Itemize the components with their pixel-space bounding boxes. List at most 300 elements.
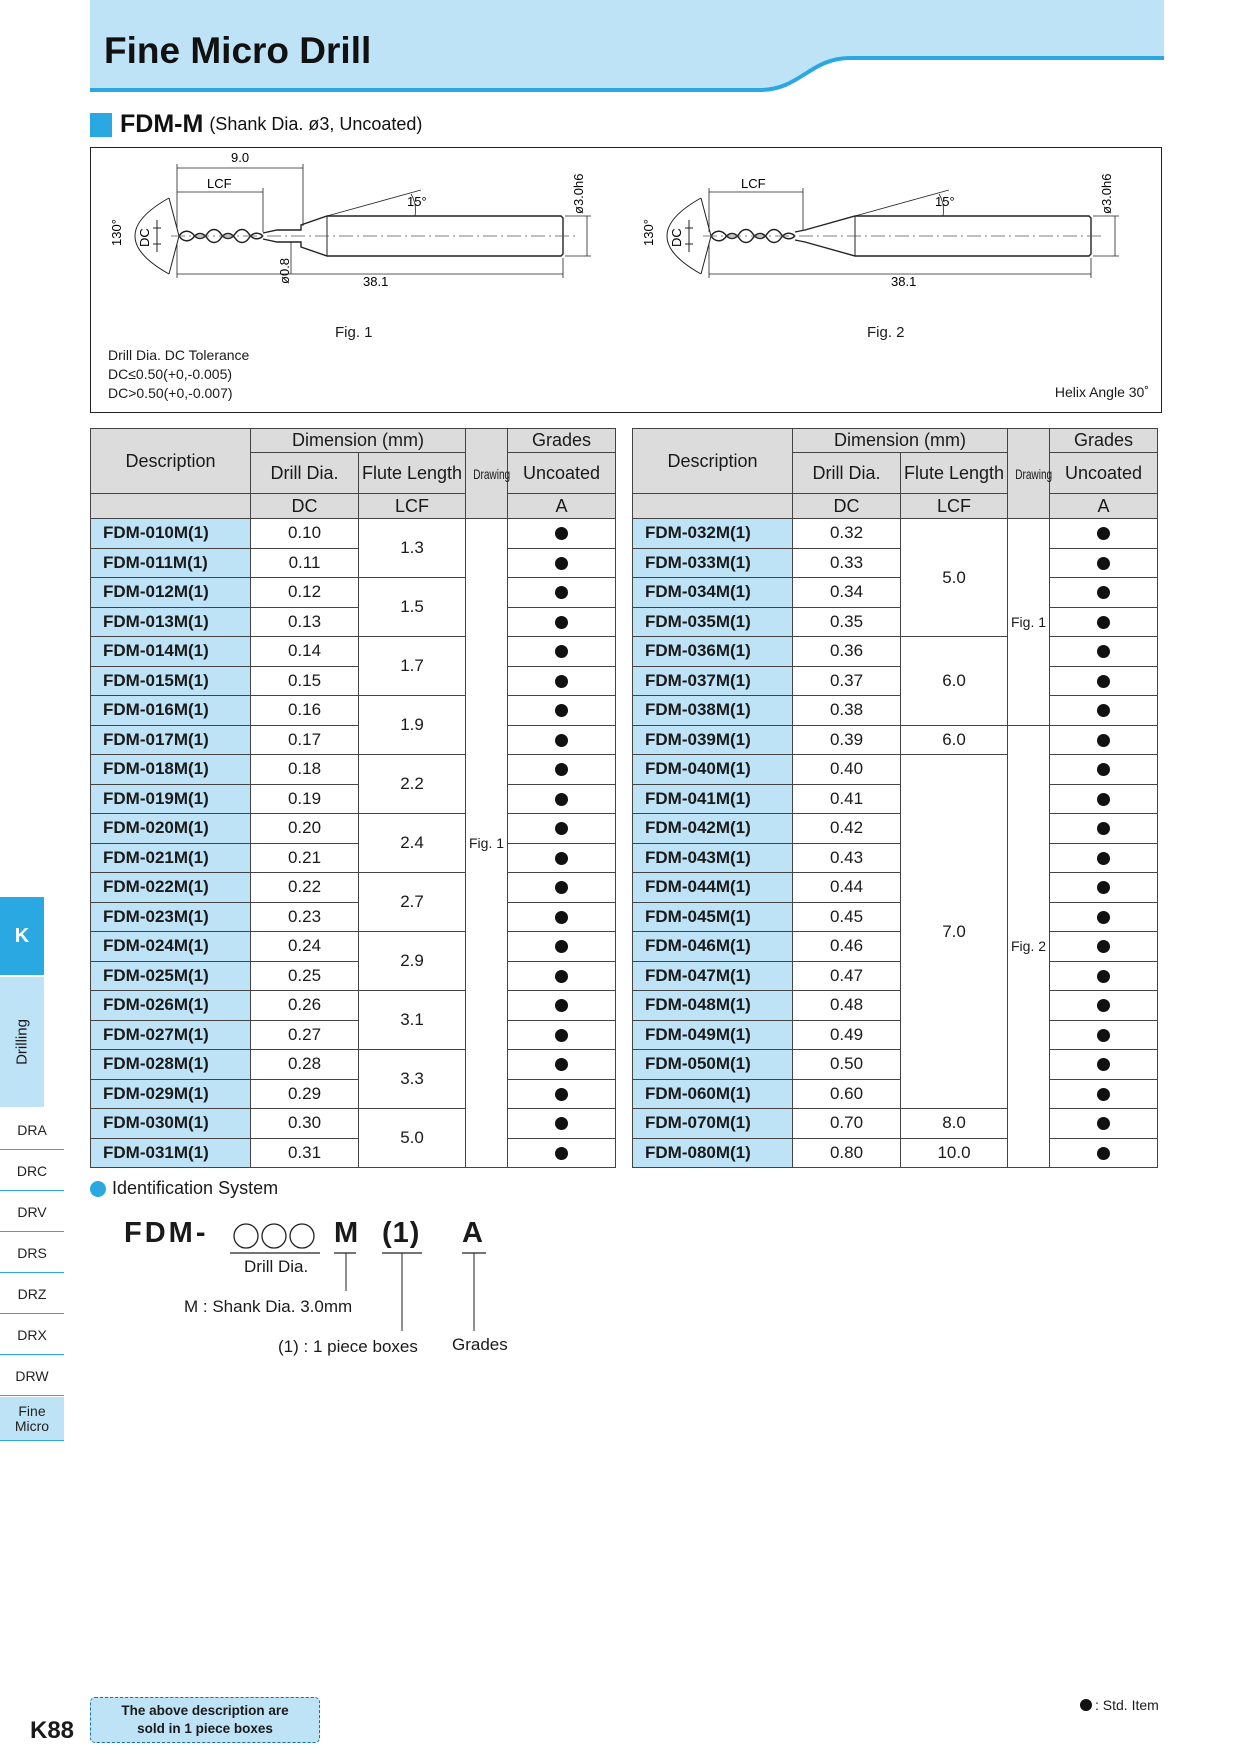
std-item-dot-icon: [1097, 645, 1110, 658]
row-description: FDM-046M(1): [633, 932, 793, 962]
fig1-length: 38.1: [363, 274, 389, 289]
section-tab-k[interactable]: K: [0, 897, 44, 975]
table-row: [91, 519, 616, 549]
row-flute-length: 1.3: [359, 519, 466, 578]
row-description: FDM-013M(1): [91, 607, 251, 637]
table-row: [633, 873, 1158, 903]
table-row: [91, 784, 616, 814]
row-drawing: Fig. 1: [1008, 519, 1050, 726]
drawing-svg: [91, 148, 1161, 412]
std-item-dot-icon: [1097, 822, 1110, 835]
row-drill-dia: 0.17: [251, 725, 359, 755]
row-description: FDM-042M(1): [633, 814, 793, 844]
std-item-dot-icon: [555, 822, 568, 835]
std-item-dot-icon: [555, 704, 568, 717]
row-grade: [508, 725, 616, 755]
fig1-drawing: [109, 150, 591, 289]
row-description: FDM-033M(1): [633, 548, 793, 578]
tolerance-line: Drill Dia. DC Tolerance: [108, 347, 250, 363]
std-item-dot-icon: [1097, 1117, 1110, 1130]
spec-table-right: [632, 428, 1158, 1168]
row-flute-length: 3.3: [359, 1050, 466, 1109]
right-table-body: [633, 519, 1158, 1168]
std-item-dot-icon: [1097, 734, 1110, 747]
table-row: [633, 696, 1158, 726]
row-description: FDM-028M(1): [91, 1050, 251, 1080]
row-description: FDM-031M(1): [91, 1138, 251, 1168]
identification-title: Identification System: [112, 1178, 279, 1198]
row-description: FDM-027M(1): [91, 1020, 251, 1050]
col-flute-length: Flute Length: [359, 453, 466, 494]
std-item-dot-icon: [555, 734, 568, 747]
col-uncoated: Uncoated: [1050, 453, 1158, 494]
row-drill-dia: 0.31: [251, 1138, 359, 1168]
row-description: FDM-035M(1): [633, 607, 793, 637]
row-grade: [508, 755, 616, 785]
row-description: FDM-047M(1): [633, 961, 793, 991]
tolerance-note: [108, 346, 249, 403]
std-item-dot-icon: [1097, 586, 1110, 599]
fig2-shank: ø3.0h6: [1099, 173, 1114, 214]
col-a: A: [1050, 494, 1158, 519]
row-description: FDM-040M(1): [633, 755, 793, 785]
std-item-dot-icon: [555, 675, 568, 688]
table-row: [91, 755, 616, 785]
col-drawing: Drawing: [466, 429, 508, 519]
row-description: FDM-020M(1): [91, 814, 251, 844]
row-description: FDM-015M(1): [91, 666, 251, 696]
fig2-angle: 130°: [641, 219, 656, 246]
row-grade: [1050, 991, 1158, 1021]
row-drill-dia: 0.32: [793, 519, 901, 549]
row-description: FDM-039M(1): [633, 725, 793, 755]
row-drill-dia: 0.16: [251, 696, 359, 726]
fig1-dc: DC: [137, 228, 152, 247]
id-drill-dia-label: Drill Dia.: [244, 1257, 309, 1276]
row-description: FDM-014M(1): [91, 637, 251, 667]
fig2-drawing: [641, 174, 1119, 289]
side-tab-fine-label: Fine: [18, 1402, 46, 1419]
col-desc-blank: [633, 494, 793, 519]
row-grade: [508, 1050, 616, 1080]
row-grade: [508, 991, 616, 1021]
row-grade: [1050, 607, 1158, 637]
row-flute-length: 2.2: [359, 755, 466, 814]
row-drawing: Fig. 2: [1008, 725, 1050, 1168]
row-drill-dia: 0.45: [793, 902, 901, 932]
drill-drawings: [90, 147, 1162, 413]
row-drill-dia: 0.21: [251, 843, 359, 873]
id-prefix: FDM-: [124, 1217, 209, 1249]
row-drill-dia: 0.19: [251, 784, 359, 814]
std-item-dot-icon: [555, 1058, 568, 1071]
row-grade: [1050, 1109, 1158, 1139]
row-description: FDM-030M(1): [91, 1109, 251, 1139]
row-flute-length: 8.0: [901, 1109, 1008, 1139]
fig1-lcf: LCF: [207, 176, 232, 191]
legend: [1080, 1697, 1159, 1713]
std-item-dot-icon: [1097, 911, 1110, 924]
row-grade: [1050, 696, 1158, 726]
row-grade: [508, 902, 616, 932]
side-tab-drx[interactable]: DRX: [0, 1315, 64, 1355]
table-row: [91, 991, 616, 1021]
fig1-overall-lcf: 9.0: [231, 150, 250, 165]
row-grade: [508, 578, 616, 608]
row-description: FDM-034M(1): [633, 578, 793, 608]
row-drill-dia: 0.10: [251, 519, 359, 549]
row-drill-dia: 0.47: [793, 961, 901, 991]
row-flute-length: 5.0: [359, 1109, 466, 1168]
std-item-dot-icon: [1097, 852, 1110, 865]
row-description: FDM-045M(1): [633, 902, 793, 932]
row-drill-dia: 0.25: [251, 961, 359, 991]
row-grade: [1050, 1050, 1158, 1080]
row-description: FDM-048M(1): [633, 991, 793, 1021]
row-description: FDM-043M(1): [633, 843, 793, 873]
row-grade: [508, 873, 616, 903]
table-row: [633, 932, 1158, 962]
row-drill-dia: 0.37: [793, 666, 901, 696]
legend-text: : Std. Item: [1095, 1697, 1159, 1713]
col-lcf: LCF: [359, 494, 466, 519]
table-row: [633, 1109, 1158, 1139]
row-drill-dia: 0.11: [251, 548, 359, 578]
row-drill-dia: 0.39: [793, 725, 901, 755]
row-description: FDM-025M(1): [91, 961, 251, 991]
row-drill-dia: 0.15: [251, 666, 359, 696]
row-grade: [508, 1079, 616, 1109]
side-tab-dra[interactable]: DRA: [0, 1110, 64, 1150]
row-flute-length: 1.9: [359, 696, 466, 755]
row-grade: [1050, 902, 1158, 932]
table-row: [91, 1079, 616, 1109]
row-grade: [1050, 1079, 1158, 1109]
table-row: [633, 548, 1158, 578]
col-drill-dia: Drill Dia.: [251, 453, 359, 494]
row-drill-dia: 0.27: [251, 1020, 359, 1050]
footnote-line: The above description are: [121, 1703, 289, 1718]
std-item-dot-icon: [1097, 793, 1110, 806]
row-flute-length: 6.0: [901, 725, 1008, 755]
row-flute-length: 6.0: [901, 637, 1008, 726]
row-drill-dia: 0.43: [793, 843, 901, 873]
row-drill-dia: 0.14: [251, 637, 359, 667]
col-dimension: Dimension (mm): [793, 429, 1008, 453]
std-item-dot-icon: [555, 970, 568, 983]
row-drill-dia: 0.12: [251, 578, 359, 608]
row-grade: [1050, 843, 1158, 873]
table-row: [91, 1109, 616, 1139]
row-drill-dia: 0.38: [793, 696, 901, 726]
table-row: [633, 1050, 1158, 1080]
id-pack-label: (1) : 1 piece boxes: [278, 1337, 418, 1356]
row-grade: [1050, 784, 1158, 814]
row-drill-dia: 0.80: [793, 1138, 901, 1168]
table-row: [91, 607, 616, 637]
row-description: FDM-044M(1): [633, 873, 793, 903]
table-row: [633, 1138, 1158, 1168]
std-item-dot-icon: [555, 557, 568, 570]
id-shank-label: M : Shank Dia. 3.0mm: [184, 1297, 353, 1316]
fig1-shank: ø3.0h6: [571, 173, 586, 214]
side-tab-micro-label: Micro: [14, 1417, 50, 1434]
id-shank-code: M: [334, 1217, 362, 1249]
row-grade: [1050, 725, 1158, 755]
col-a: A: [508, 494, 616, 519]
fig2-taper: 15°: [935, 194, 955, 209]
row-grade: [508, 932, 616, 962]
row-description: FDM-041M(1): [633, 784, 793, 814]
std-item-dot-icon: [555, 940, 568, 953]
row-flute-length: 2.7: [359, 873, 466, 932]
row-grade: [508, 637, 616, 667]
row-flute-length: 1.5: [359, 578, 466, 637]
row-description: FDM-037M(1): [633, 666, 793, 696]
row-grade: [1050, 932, 1158, 962]
table-row: [91, 1138, 616, 1168]
col-uncoated: Uncoated: [508, 453, 616, 494]
row-grade: [1050, 873, 1158, 903]
std-item-dot-icon: [555, 1117, 568, 1130]
table-row: [633, 814, 1158, 844]
std-item-dot-icon: [1097, 616, 1110, 629]
page-header: [90, 0, 1164, 95]
row-drill-dia: 0.48: [793, 991, 901, 1021]
std-item-dot-icon: [1097, 970, 1110, 983]
std-item-dot-icon: [555, 793, 568, 806]
id-pack-code: (1): [382, 1217, 421, 1249]
fig1-angle: 130°: [109, 219, 124, 246]
row-description: FDM-016M(1): [91, 696, 251, 726]
identification-system: [120, 1205, 580, 1355]
side-tab-drw[interactable]: DRW: [0, 1356, 64, 1396]
table-row: [633, 755, 1158, 785]
row-description: FDM-026M(1): [91, 991, 251, 1021]
row-flute-length: 7.0: [901, 755, 1008, 1109]
std-item-dot-icon: [1097, 881, 1110, 894]
table-row: [633, 843, 1158, 873]
table-row: [633, 607, 1158, 637]
row-drill-dia: 0.29: [251, 1079, 359, 1109]
row-drill-dia: 0.42: [793, 814, 901, 844]
side-tab-fine-micro[interactable]: [0, 1397, 64, 1441]
row-description: FDM-070M(1): [633, 1109, 793, 1139]
row-drill-dia: 0.34: [793, 578, 901, 608]
row-drill-dia: 0.49: [793, 1020, 901, 1050]
row-drill-dia: 0.40: [793, 755, 901, 785]
fig1-label: Fig. 1: [335, 324, 373, 341]
row-flute-length: 1.7: [359, 637, 466, 696]
row-grade: [1050, 1020, 1158, 1050]
table-row: [91, 666, 616, 696]
row-drill-dia: 0.50: [793, 1050, 901, 1080]
row-grade: [1050, 548, 1158, 578]
row-flute-length: 2.9: [359, 932, 466, 991]
row-grade: [508, 607, 616, 637]
row-grade: [508, 666, 616, 696]
row-description: FDM-024M(1): [91, 932, 251, 962]
product-note: (Shank Dia. ø3, Uncoated): [209, 114, 423, 134]
row-drill-dia: 0.60: [793, 1079, 901, 1109]
page-number: K88: [30, 1717, 75, 1744]
table-row: [633, 578, 1158, 608]
row-drill-dia: 0.33: [793, 548, 901, 578]
col-dimension: Dimension (mm): [251, 429, 466, 453]
std-item-dot-icon: [1097, 527, 1110, 540]
table-row: [633, 784, 1158, 814]
side-tab-drv[interactable]: DRV: [0, 1192, 64, 1232]
row-grade: [508, 519, 616, 549]
id-grade-code: A: [462, 1217, 486, 1249]
std-item-dot-icon: [1097, 763, 1110, 776]
fig1-neck: ø0.8: [277, 257, 292, 284]
col-drill-dia: Drill Dia.: [793, 453, 901, 494]
col-dc: DC: [793, 494, 901, 519]
row-drill-dia: 0.36: [793, 637, 901, 667]
row-grade: [1050, 755, 1158, 785]
std-item-dot-icon: [1097, 940, 1110, 953]
row-description: FDM-010M(1): [91, 519, 251, 549]
std-item-dot-icon: [555, 645, 568, 658]
std-item-dot-icon: [555, 881, 568, 894]
row-description: FDM-029M(1): [91, 1079, 251, 1109]
row-grade: [1050, 1138, 1158, 1168]
table-row: [91, 814, 616, 844]
std-item-dot-icon: [555, 999, 568, 1012]
row-flute-length: 3.1: [359, 991, 466, 1050]
row-description: FDM-021M(1): [91, 843, 251, 873]
side-tab-drc[interactable]: DRC: [0, 1151, 64, 1191]
row-grade: [508, 1138, 616, 1168]
row-grade: [508, 814, 616, 844]
identification-heading: [90, 1178, 278, 1199]
table-row: [633, 1020, 1158, 1050]
col-grades: Grades: [508, 429, 616, 453]
table-row: [633, 1079, 1158, 1109]
col-description: Description: [633, 429, 793, 494]
row-drill-dia: 0.46: [793, 932, 901, 962]
row-drill-dia: 0.41: [793, 784, 901, 814]
footnote-line: sold in 1 piece boxes: [137, 1721, 273, 1736]
fig2-label: Fig. 2: [867, 324, 905, 341]
std-item-dot-icon: [1097, 704, 1110, 717]
col-drawing: Drawing: [1008, 429, 1050, 519]
row-description: FDM-036M(1): [633, 637, 793, 667]
row-description: FDM-049M(1): [633, 1020, 793, 1050]
section-tab-drilling-label: Drilling: [13, 1019, 31, 1065]
tolerance-line: DC>0.50(+0,-0.007): [108, 385, 233, 401]
row-description: FDM-050M(1): [633, 1050, 793, 1080]
table-row: [633, 666, 1158, 696]
table-row: [91, 548, 616, 578]
row-description: FDM-017M(1): [91, 725, 251, 755]
fig2-lcf: LCF: [741, 176, 766, 191]
std-item-dot-icon: [555, 911, 568, 924]
table-row: [91, 873, 616, 903]
table-row: [633, 637, 1158, 667]
row-drill-dia: 0.23: [251, 902, 359, 932]
left-table-body: [91, 519, 616, 1168]
product-subtitle: [90, 110, 422, 139]
std-item-dot-icon: [555, 1088, 568, 1101]
std-item-dot-icon: [555, 586, 568, 599]
row-flute-length: 2.4: [359, 814, 466, 873]
table-row: [633, 902, 1158, 932]
id-grade-label: Grades: [452, 1335, 508, 1354]
table-row: [91, 1050, 616, 1080]
std-item-dot-icon: [555, 763, 568, 776]
col-grades: Grades: [1050, 429, 1158, 453]
row-description: FDM-018M(1): [91, 755, 251, 785]
std-item-dot-icon: [1097, 999, 1110, 1012]
row-grade: [508, 784, 616, 814]
table-row: [91, 961, 616, 991]
row-drill-dia: 0.30: [251, 1109, 359, 1139]
row-drill-dia: 0.70: [793, 1109, 901, 1139]
std-item-dot-icon: [1097, 1088, 1110, 1101]
row-grade: [1050, 637, 1158, 667]
row-grade: [1050, 666, 1158, 696]
col-desc-blank: [91, 494, 251, 519]
row-grade: [508, 1020, 616, 1050]
std-item-dot-icon: [1097, 557, 1110, 570]
row-grade: [508, 696, 616, 726]
row-grade: [508, 548, 616, 578]
row-drill-dia: 0.44: [793, 873, 901, 903]
bullet-icon: [90, 1181, 106, 1197]
col-dc: DC: [251, 494, 359, 519]
table-row: [91, 637, 616, 667]
table-row: [633, 961, 1158, 991]
product-code: FDM-M: [120, 110, 204, 138]
side-tab-drs[interactable]: DRS: [0, 1233, 64, 1273]
row-drill-dia: 0.35: [793, 607, 901, 637]
row-grade: [1050, 814, 1158, 844]
spec-table-left: [90, 428, 616, 1168]
row-description: FDM-038M(1): [633, 696, 793, 726]
row-flute-length: 10.0: [901, 1138, 1008, 1168]
std-item-dot-icon: [555, 1029, 568, 1042]
side-tab-drz[interactable]: DRZ: [0, 1274, 64, 1314]
row-drill-dia: 0.20: [251, 814, 359, 844]
row-description: FDM-011M(1): [91, 548, 251, 578]
row-flute-length: 5.0: [901, 519, 1008, 637]
table-row: [91, 1020, 616, 1050]
page-title: Fine Micro Drill: [104, 30, 372, 71]
col-flute-length: Flute Length: [901, 453, 1008, 494]
std-item-dot-icon: [555, 527, 568, 540]
table-row: [91, 725, 616, 755]
row-drill-dia: 0.28: [251, 1050, 359, 1080]
row-description: FDM-023M(1): [91, 902, 251, 932]
fig2-dc: DC: [669, 228, 684, 247]
row-description: FDM-032M(1): [633, 519, 793, 549]
std-item-dot-icon: [1097, 675, 1110, 688]
row-drawing: Fig. 1: [466, 519, 508, 1168]
table-row: [633, 725, 1158, 755]
row-drill-dia: 0.24: [251, 932, 359, 962]
section-tab-drilling[interactable]: [0, 977, 44, 1107]
std-item-dot-icon: [555, 1147, 568, 1160]
table-row: [91, 578, 616, 608]
helix-angle: Helix Angle 30˚: [1054, 384, 1149, 400]
table-row: [633, 519, 1158, 549]
row-grade: [1050, 961, 1158, 991]
row-description: FDM-060M(1): [633, 1079, 793, 1109]
col-lcf: LCF: [901, 494, 1008, 519]
table-row: [91, 932, 616, 962]
